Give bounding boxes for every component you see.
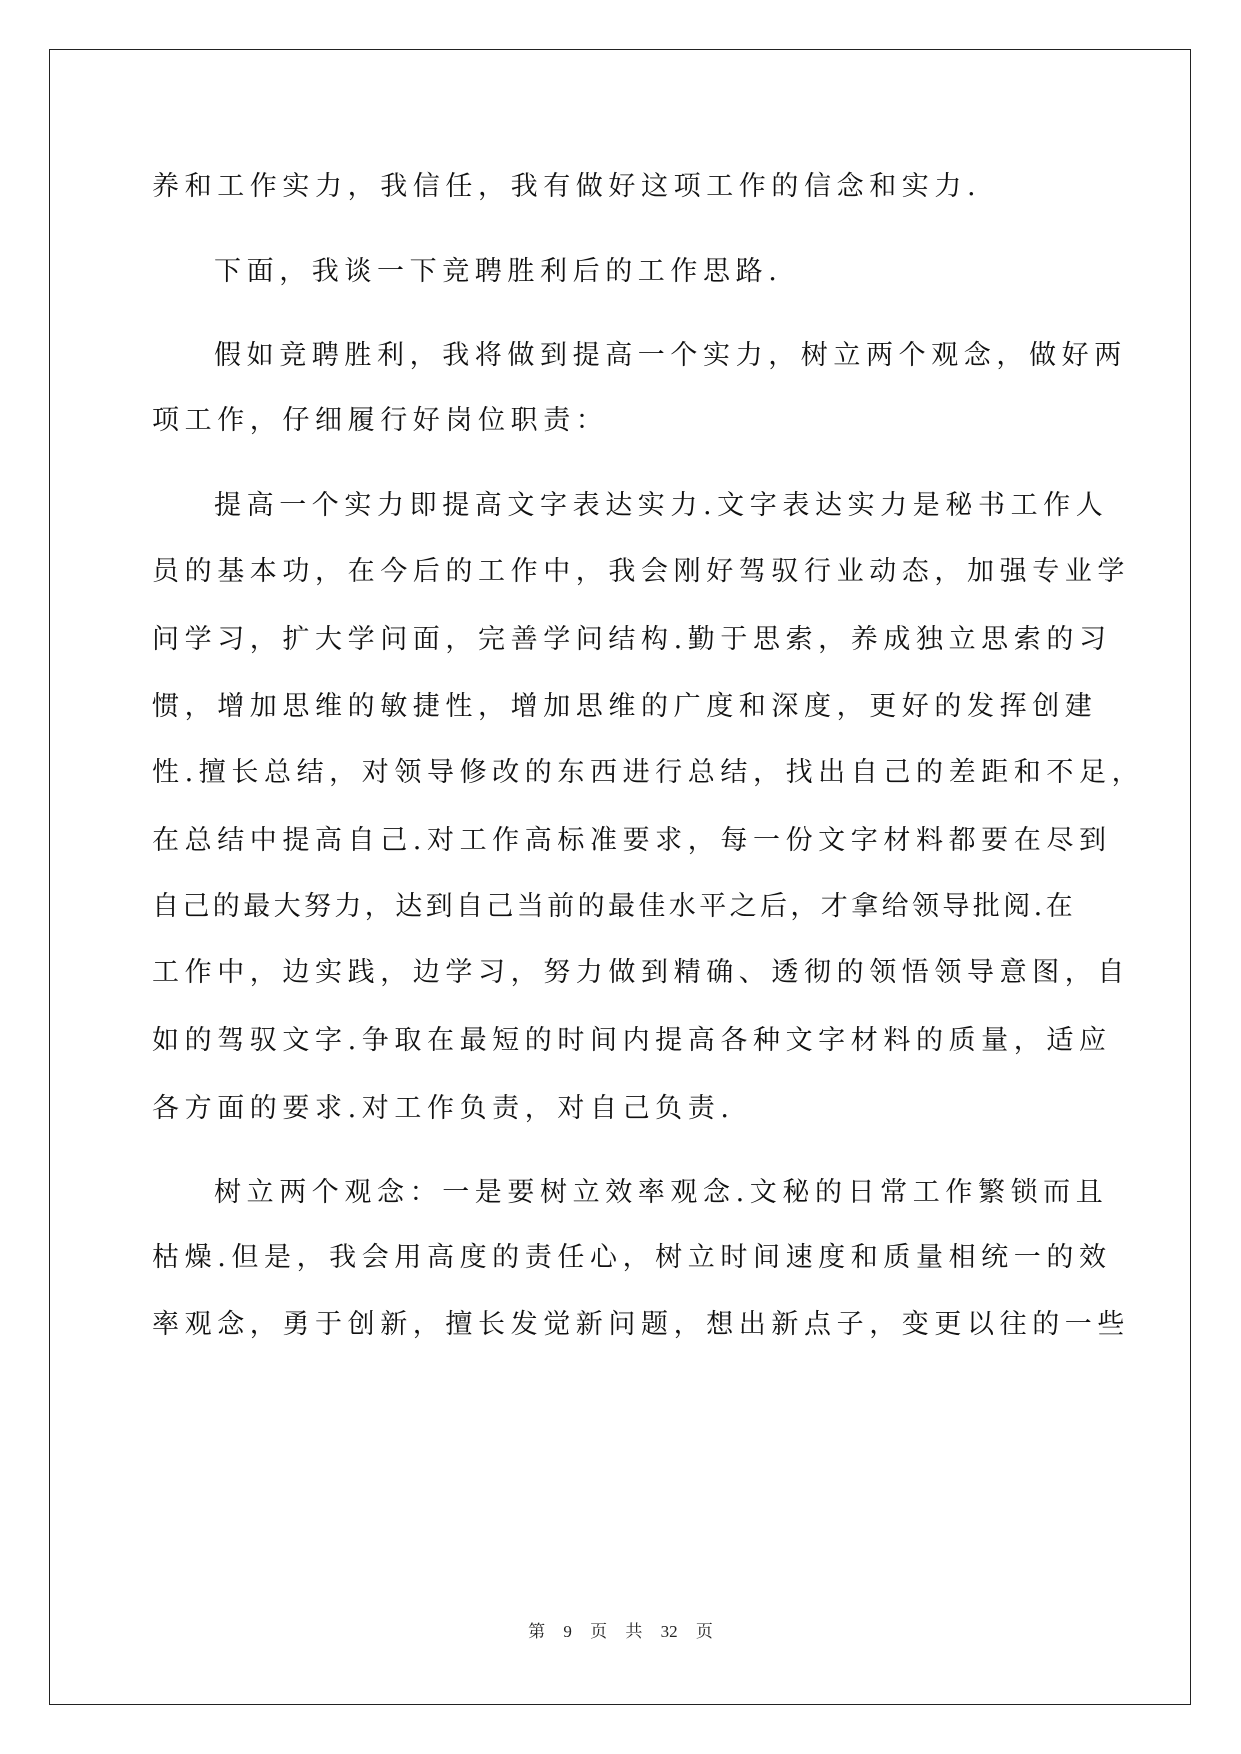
paragraph-line: 假如竞聘胜利，我将做到提高一个实力，树立两个观念，做好两 [214,340,1127,371]
paragraph-line: 惯，增加思维的敏捷性，增加思维的广度和深度，更好的发挥创建 [152,691,1098,722]
paragraph-line: 养和工作实力，我信任，我有做好这项工作的信念和实力. [152,171,982,202]
paragraph-line: 问学习，扩大学问面，完善学问结构.勤于思索，养成独立思索的习 [152,624,1112,655]
paragraph-line: 提高一个实力即提高文字表达实力.文字表达实力是秘书工作人 [214,490,1109,521]
page-total: 共 32 页 [625,1622,713,1641]
paragraph-line: 树立两个观念：一是要树立效率观念.文秘的日常工作繁锁而且 [214,1177,1109,1208]
paragraph-line: 性.擅长总结，对领导修改的东西进行总结，找出自己的差距和不足， [152,757,1145,788]
paragraph-line: 率观念，勇于创新，擅长发觉新问题，想出新点子，变更以往的一些 [152,1309,1130,1340]
page-number: 第 9 页 [528,1622,608,1641]
paragraph-line: 员的基本功，在今后的工作中，我会刚好驾驭行业动态，加强专业学 [152,556,1130,587]
paragraph-line: 下面，我谈一下竞聘胜利后的工作思路. [214,256,783,287]
paragraph-line: 自己的最大努力，达到自己当前的最佳水平之后，才拿给领导批阅.在 [152,891,1076,922]
paragraph-line: 枯燥.但是，我会用高度的责任心，树立时间速度和质量相统一的效 [152,1242,1112,1273]
page-footer [0,1617,1241,1642]
paragraph-line: 各方面的要求.对工作负责，对自己负责. [152,1093,735,1124]
page-border [49,49,1191,1705]
paragraph-line: 如的驾驭文字.争取在最短的时间内提高各种文字材料的质量，适应 [152,1025,1112,1056]
paragraph-line: 工作中，边实践，边学习，努力做到精确、透彻的领悟领导意图，自 [152,957,1130,988]
paragraph-line: 在总结中提高自己.对工作高标准要求，每一份文字材料都要在尽到 [152,825,1112,856]
paragraph-line: 项工作，仔细履行好岗位职责： [152,405,609,436]
